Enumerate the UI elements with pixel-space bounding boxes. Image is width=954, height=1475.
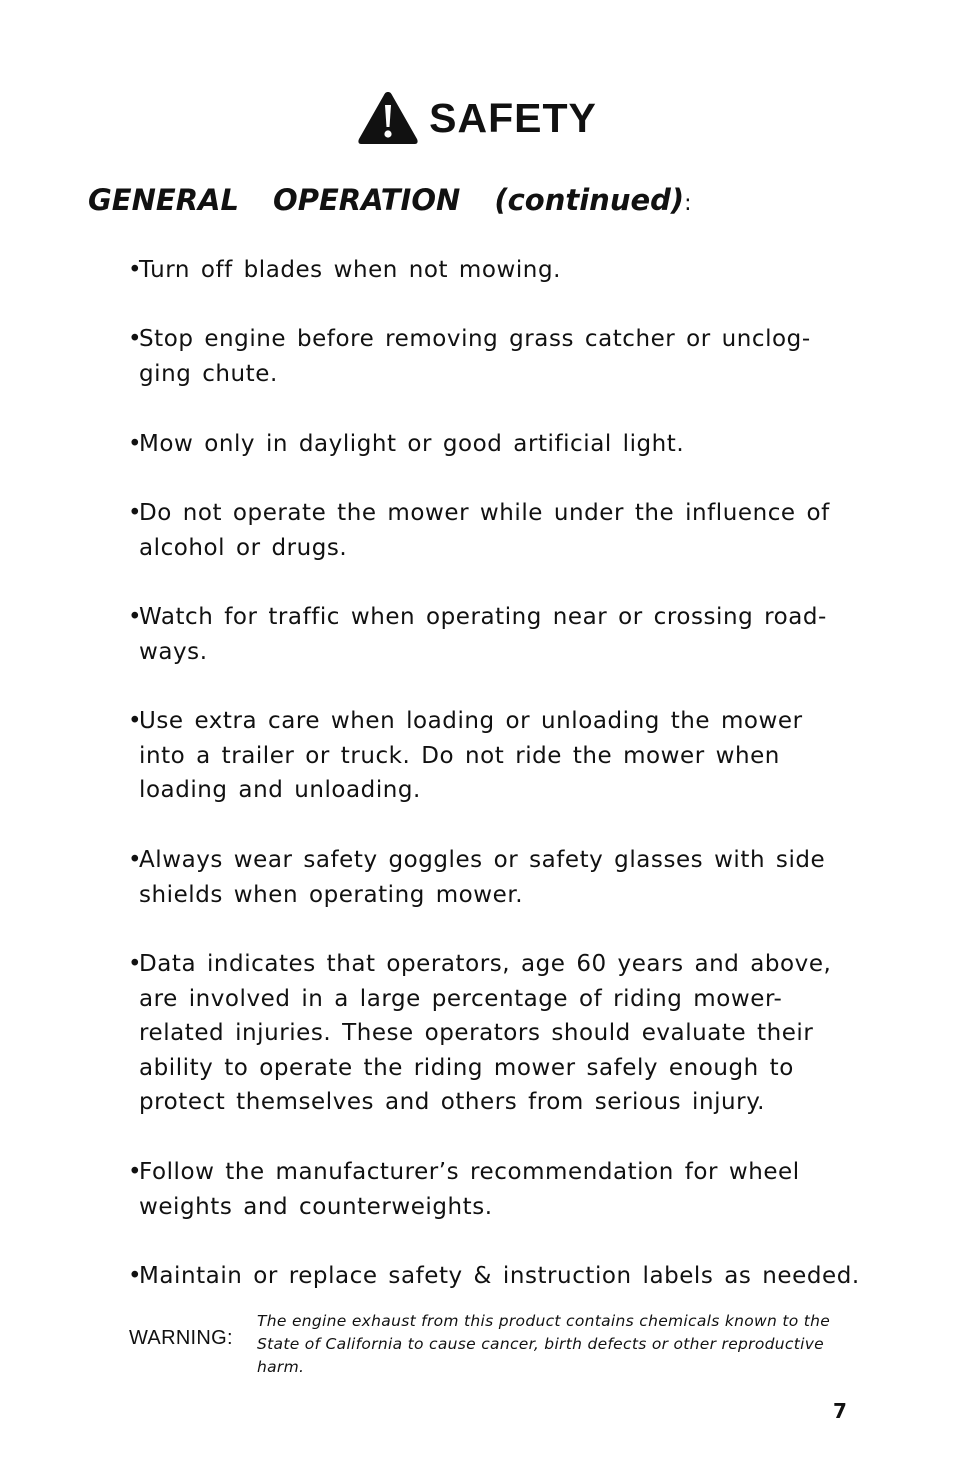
- bullet-line: Watch for traffic when operating near or crossing road-: [139, 604, 827, 630]
- warning-line: The engine exhaust from this product contains chemicals known to the: [257, 1312, 831, 1330]
- bullet-text: [128, 704, 888, 808]
- bullet-glyph: •: [128, 847, 143, 873]
- bullet-glyph: •: [128, 604, 143, 630]
- bullet-glyph: •: [128, 1263, 143, 1289]
- bullet-line: alcohol or drugs.: [139, 534, 348, 561]
- bullet-glyph: •: [128, 500, 143, 526]
- bullet-item: [128, 600, 888, 669]
- bullet-item: [128, 253, 888, 288]
- bullet-item: [128, 704, 888, 808]
- bullet-item: [128, 427, 888, 462]
- bullet-glyph: •: [128, 708, 143, 734]
- section-heading-colon: :: [684, 191, 692, 216]
- bullet-line: shields when operating mower.: [139, 881, 524, 908]
- bullet-glyph: •: [128, 257, 143, 283]
- bullet-glyph: •: [128, 431, 143, 457]
- bullet-item: [128, 1155, 888, 1224]
- bullet-line: are involved in a large percentage of riding mower-: [139, 985, 783, 1012]
- page-title: SAFETY: [429, 94, 597, 141]
- bullet-text: [128, 427, 888, 462]
- bullet-glyph: •: [128, 1159, 143, 1185]
- bullet-text: [128, 600, 888, 669]
- warning-line: State of California to cause cancer, birth defects or other reproductive: [257, 1335, 824, 1353]
- bullet-line: related injuries. These operators should evaluate their: [139, 1020, 814, 1046]
- bullet-text: [128, 1155, 888, 1224]
- warning-text: [257, 1310, 879, 1379]
- bullet-text: [128, 496, 888, 565]
- bullet-line: Maintain or replace safety & instruction labels as needed.: [139, 1263, 860, 1289]
- bullet-item: [128, 947, 888, 1120]
- bullet-line: Follow the manufacturer’s recommendation for wheel: [139, 1159, 800, 1185]
- bullet-line: ability to operate the riding mower safely enough to: [139, 1054, 794, 1081]
- section-heading-text: GENERAL OPERATION (continued): [88, 183, 685, 217]
- bullet-glyph: •: [128, 951, 143, 977]
- bullet-item: [128, 496, 888, 565]
- bullet-line: Always wear safety goggles or safety glasses with side: [139, 847, 826, 873]
- bullet-line: Mow only in daylight or good artificial light.: [139, 431, 685, 457]
- bullet-text: [128, 322, 888, 391]
- bullet-text: [128, 1259, 888, 1294]
- section-heading: [88, 178, 692, 222]
- warning-triangle-icon: [357, 90, 419, 146]
- bullet-glyph: •: [128, 326, 143, 352]
- bullet-line: ging chute.: [139, 360, 278, 387]
- bullet-item: [128, 322, 888, 391]
- bullet-line: into a trailer or truck. Do not ride the mower when: [139, 742, 780, 769]
- bullet-line: Do not operate the mower while under the influence of: [139, 500, 830, 526]
- bullet-line: weights and counterweights.: [139, 1193, 493, 1220]
- bullet-line: ways.: [139, 638, 208, 665]
- warning-label: WARNING:: [129, 1327, 233, 1349]
- bullet-line: Use extra care when loading or unloading the mower: [139, 708, 803, 734]
- bullet-item: [128, 843, 888, 912]
- bullet-line: protect themselves and others from serious injury.: [139, 1089, 765, 1115]
- bullet-line: loading and unloading.: [139, 777, 421, 803]
- bullet-line: Turn off blades when not mowing.: [139, 257, 561, 283]
- warning-notice: [129, 1308, 879, 1380]
- page-number: 7: [833, 1399, 847, 1423]
- bullet-text: [128, 947, 888, 1120]
- warning-line: harm.: [257, 1358, 305, 1376]
- bullet-text: [128, 843, 888, 912]
- page-header: [0, 86, 954, 150]
- bullet-item: [128, 1259, 888, 1294]
- bullet-text: [128, 253, 888, 288]
- bullet-line: Stop engine before removing grass catcher or unclog-: [139, 326, 811, 352]
- bullet-line: Data indicates that operators, age 60 years and above,: [139, 951, 832, 977]
